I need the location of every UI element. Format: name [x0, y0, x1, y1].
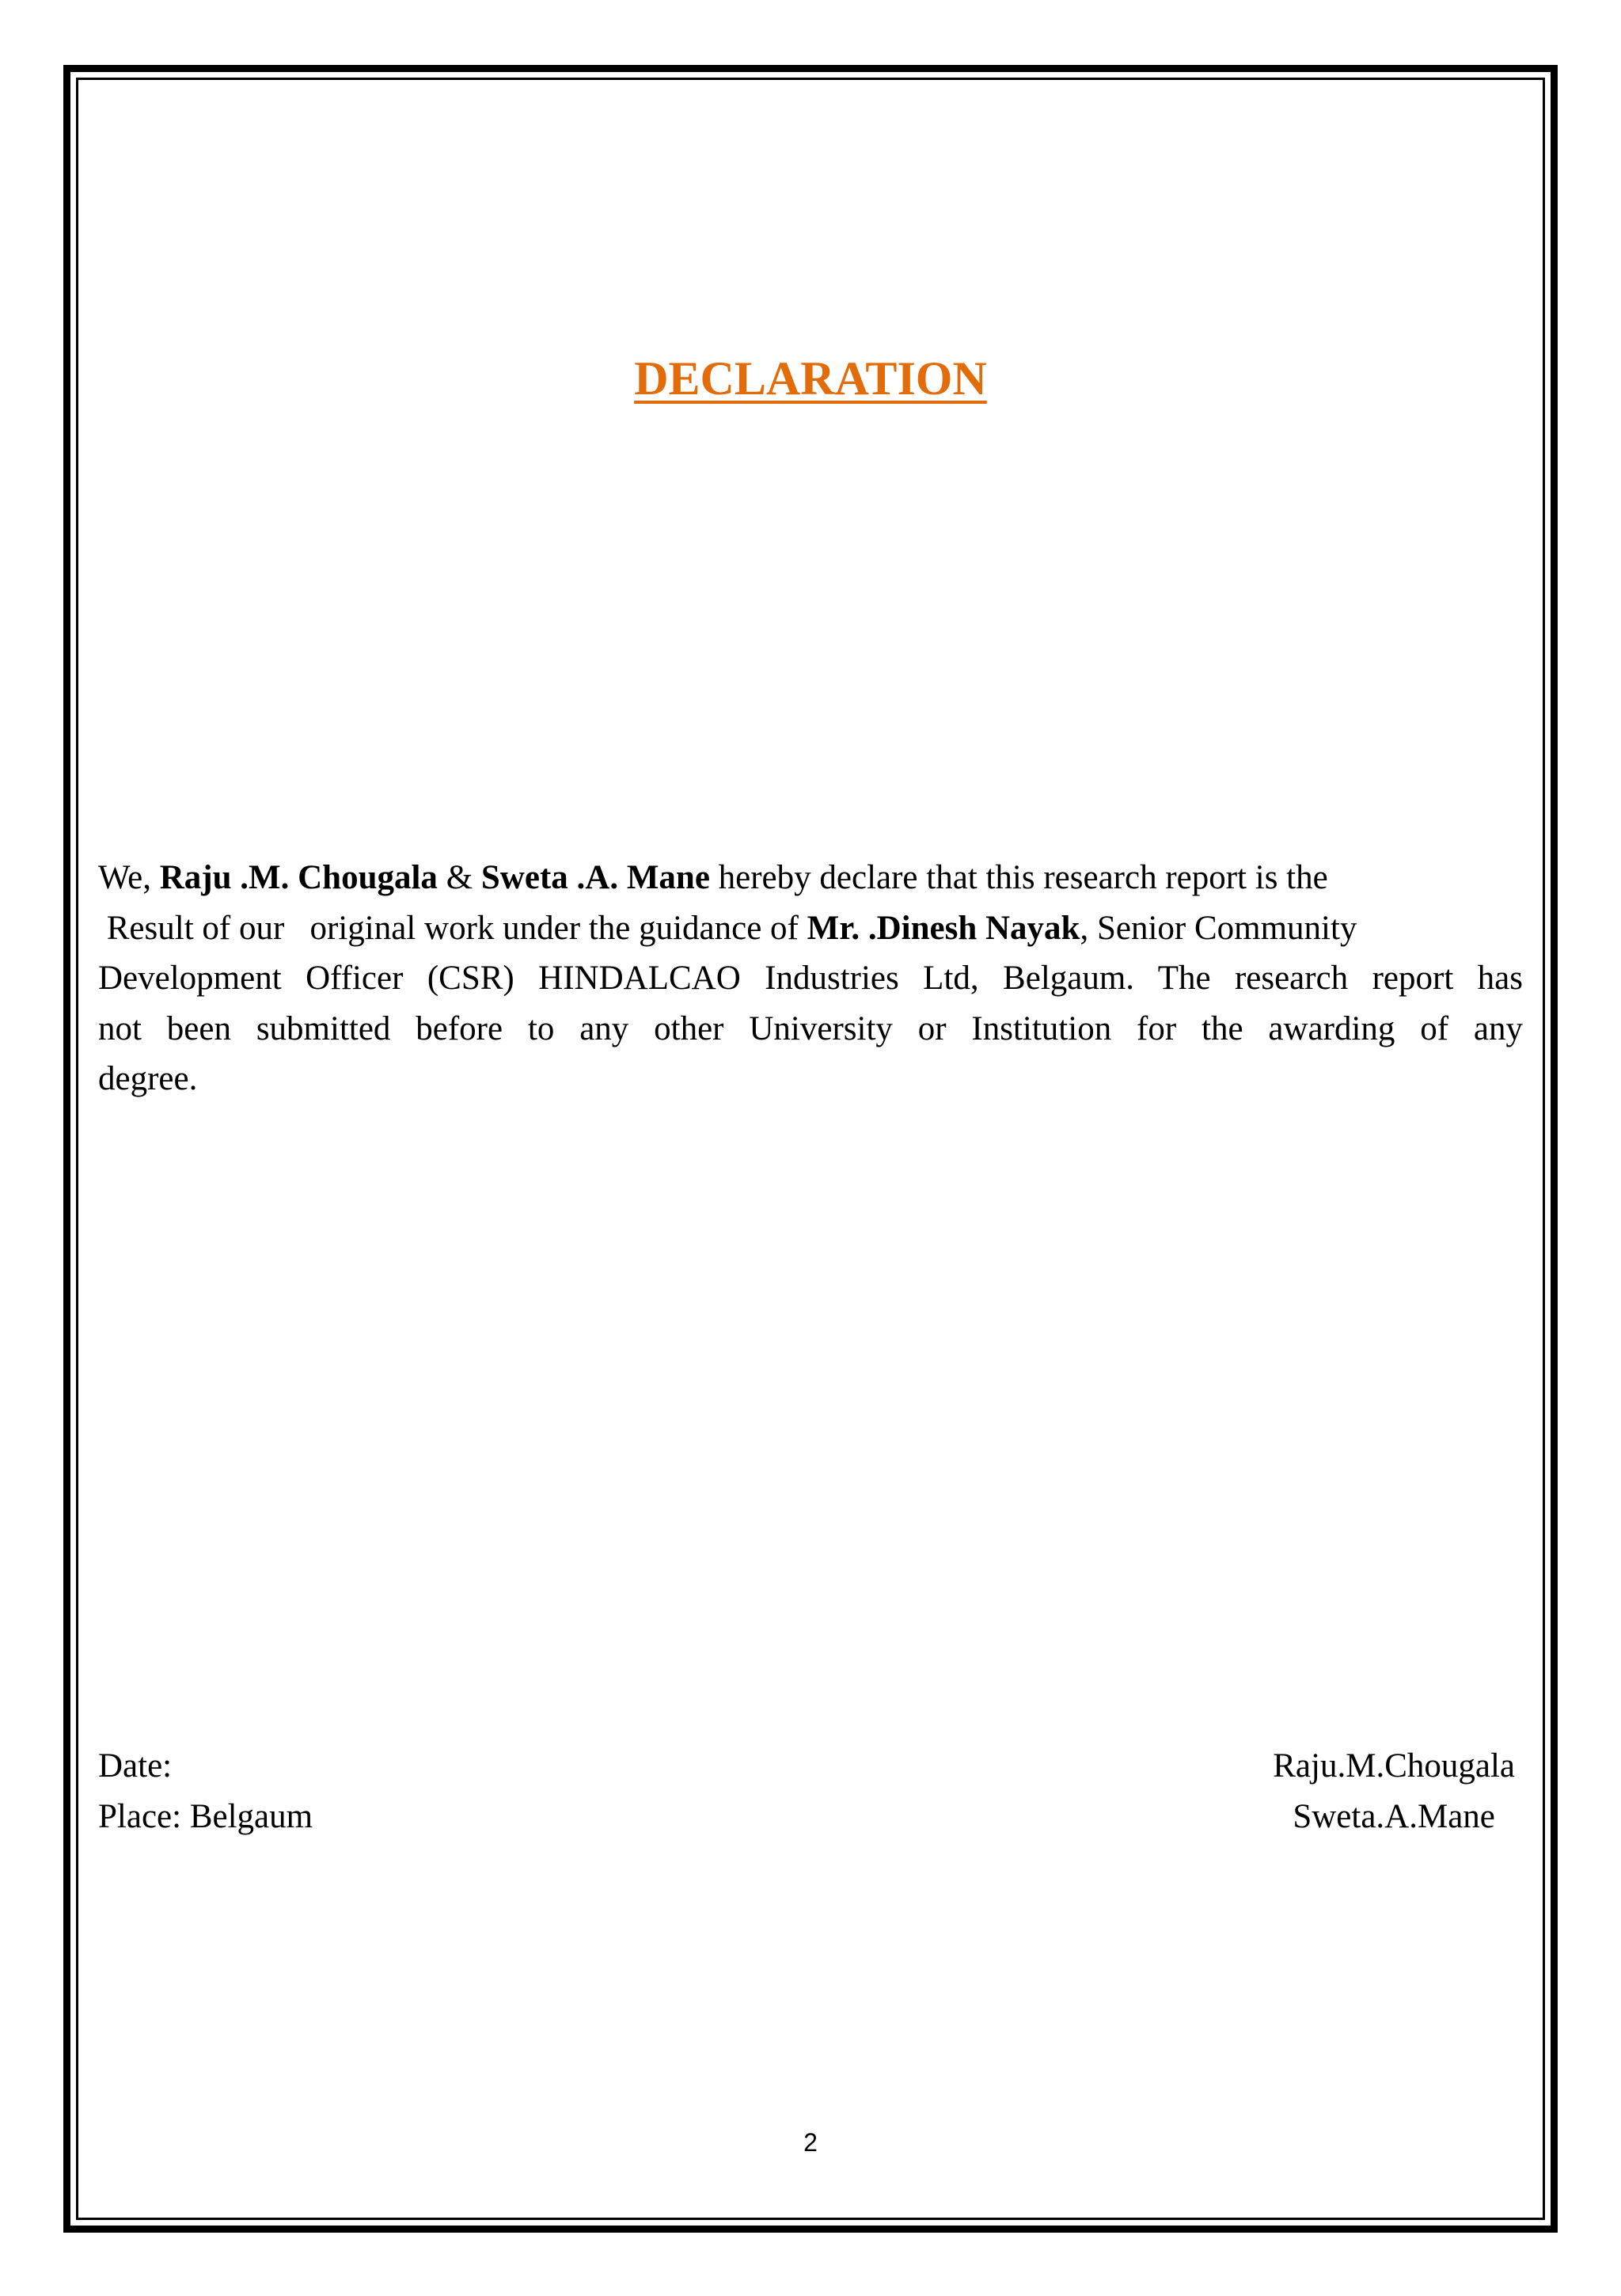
place-label: Place: Belgaum [98, 1797, 313, 1835]
text-we: We, [98, 859, 160, 896]
signatory-2: Sweta.A.Mane [1293, 1797, 1495, 1835]
text-senior-community: , Senior Community [1080, 909, 1357, 947]
text-ampersand: & [437, 859, 481, 896]
author-name-1: Raju .M. Chougala [159, 859, 438, 896]
author-name-2: Sweta .A. Mane [480, 859, 710, 896]
text-result: Result of our original work under the guidance of [98, 909, 807, 947]
signatory-1: Raju.M.Chougala [1273, 1747, 1515, 1785]
page-number: 2 [803, 2128, 818, 2157]
text-declare: hereby declare that this research report is the [709, 859, 1328, 896]
paragraph-line-1 [98, 853, 1523, 903]
paragraph-line-2 [98, 903, 1523, 954]
paragraph-line-5: degree. [98, 1060, 198, 1097]
declaration-title [0, 352, 1621, 405]
paragraph-line-4: not been submitted before to any other University or Institution for the awarding of any [98, 1009, 1523, 1047]
guide-name: Mr. .Dinesh Nayak [807, 909, 1080, 947]
paragraph-line-3: Development Officer (CSR) HINDALCAO Industries Ltd, Belgaum. The research report has [98, 960, 1523, 997]
declaration-title-text: DECLARATION [634, 352, 987, 405]
signatories [1273, 1741, 1515, 1842]
footer-left [98, 1741, 313, 1842]
date-label: Date: [98, 1747, 173, 1785]
declaration-paragraph [98, 853, 1523, 1104]
